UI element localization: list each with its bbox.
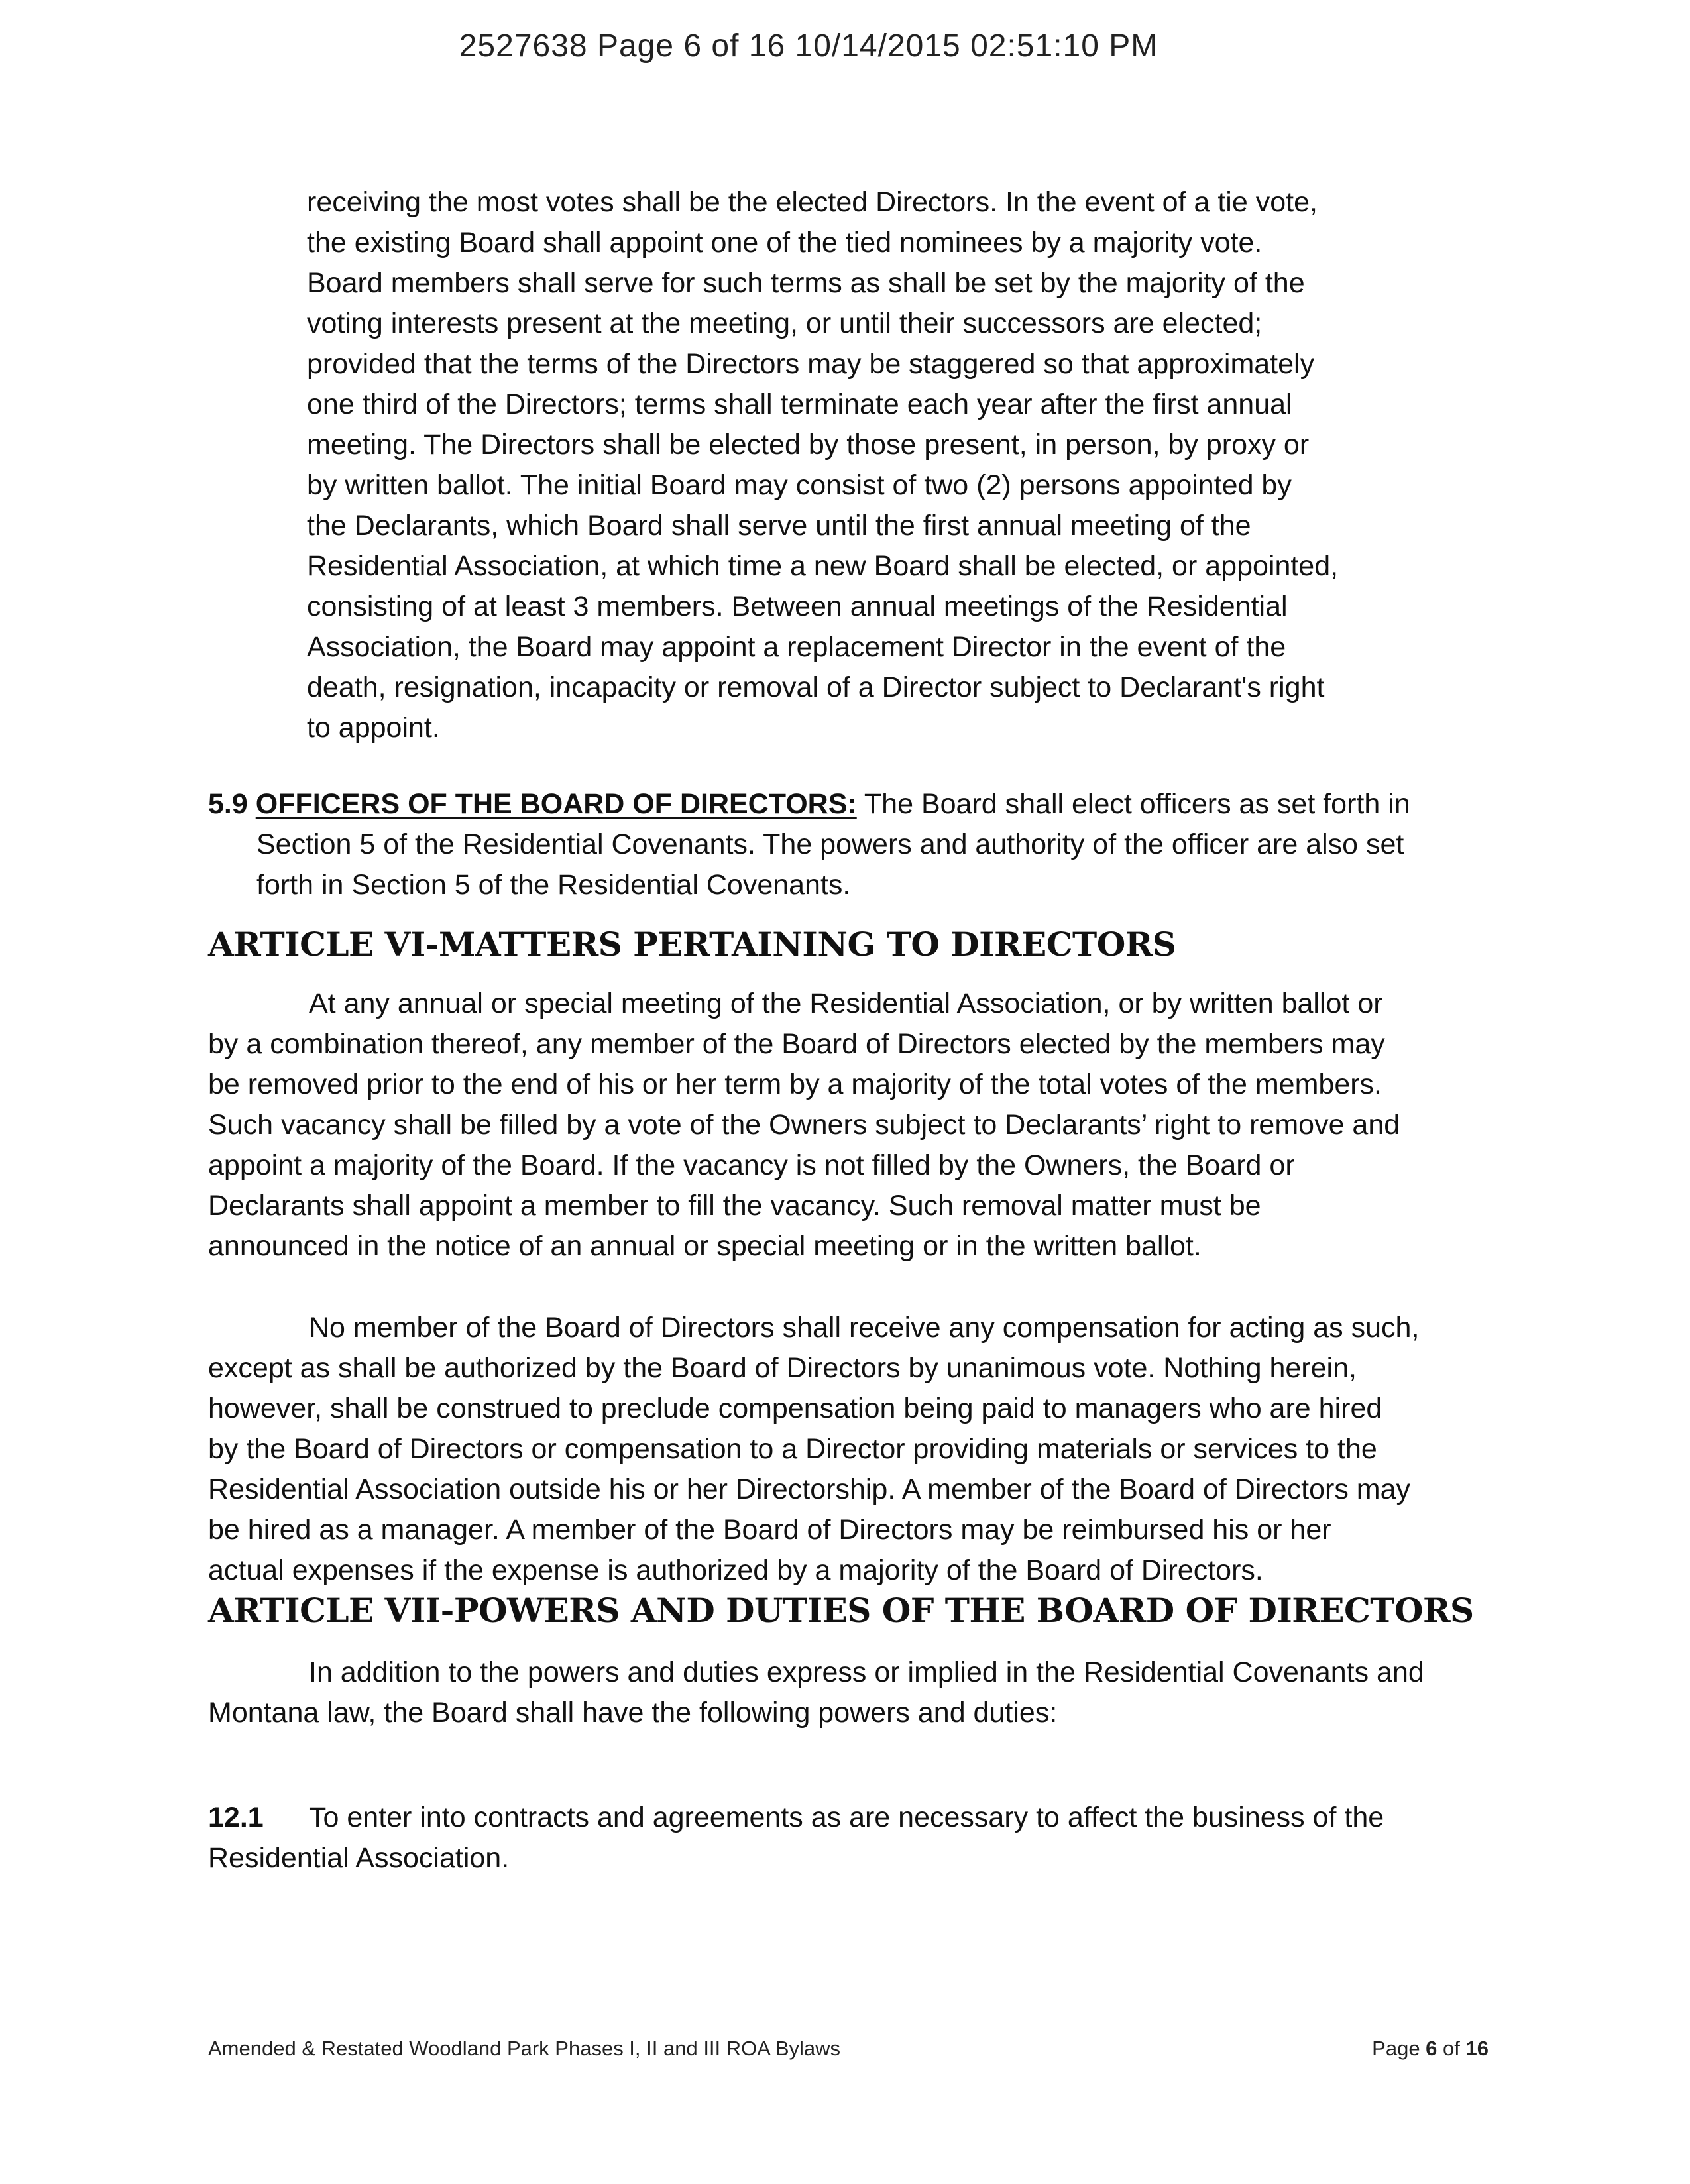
section-title: OFFICERS OF THE BOARD OF DIRECTORS: (255, 788, 857, 820)
paragraph-line: Residential Association, at which time a new Board shall be elected, or appointed, (307, 550, 1339, 582)
section-line: forth in Section 5 of the Residential Covenants. (256, 869, 851, 901)
section-text: The Board shall elect officers as set forth in (856, 788, 1410, 820)
paragraph-line: actual expenses if the expense is authorized by a majority of the Board of Directors. (208, 1554, 1263, 1586)
paragraph-line: Such vacancy shall be filled by a vote of the Owners subject to Declarants’ right to remove and (208, 1109, 1400, 1141)
section-5-9 (208, 784, 1410, 905)
paragraph-line: appoint a majority of the Board. If the vacancy is not filled by the Owners, the Board or (208, 1149, 1295, 1181)
footer-document-title: Amended & Restated Woodland Park Phases I, II and III ROA Bylaws (208, 2037, 841, 2060)
section-line: Section 5 of the Residential Covenants. The powers and authority of the officer are also set (256, 829, 1404, 860)
paragraph-line: At any annual or special meeting of the Residential Association, or by written ballot or (309, 988, 1383, 1019)
paragraph-line: by the Board of Directors or compensation to a Director providing materials or services to the (208, 1433, 1377, 1465)
article-vi-paragraph-2 (208, 1308, 1419, 1591)
article-vii-heading: ARTICLE VII-POWERS AND DUTIES OF THE BOARD OF DIRECTORS (208, 1591, 1474, 1630)
paragraph-line: consisting of at least 3 members. Between annual meetings of the Residential (307, 591, 1288, 622)
section-number: 5.9 (208, 788, 248, 820)
paragraph-line: receiving the most votes shall be the elected Directors. In the event of a tie vote, (307, 186, 1318, 218)
paragraph-line: In addition to the powers and duties express or implied in the Residential Covenants and (309, 1656, 1424, 1688)
paragraph-line: Residential Association outside his or her Directorship. A member of the Board of Directors may (208, 1473, 1410, 1505)
paragraph-line: one third of the Directors; terms shall terminate each year after the first annual (307, 388, 1292, 420)
footer-page-word: Page (1372, 2037, 1426, 2060)
paragraph-line: death, resignation, incapacity or removal of a Director subject to Declarant's right (307, 671, 1325, 703)
paragraph-line: voting interests present at the meeting, or until their successors are elected; (307, 308, 1263, 339)
item-number: 12.1 (208, 1802, 264, 1833)
paragraph-line: Declarants shall appoint a member to fill the vacancy. Such removal matter must be (208, 1190, 1261, 1222)
paragraph-line: by a combination thereof, any member of the Board of Directors elected by the members may (208, 1028, 1385, 1060)
footer-page-number (1372, 2037, 1489, 2061)
paragraph-line: to appoint. (307, 712, 440, 744)
paragraph-line: Board members shall serve for such terms as shall be set by the majority of the (307, 267, 1305, 299)
footer-current-page: 6 (1426, 2037, 1437, 2060)
footer-of-word: of (1437, 2037, 1466, 2060)
paragraph-line: be removed prior to the end of his or her term by a majority of the total votes of the members. (208, 1068, 1382, 1100)
paragraph-line: announced in the notice of an annual or special meeting or in the written ballot. (208, 1230, 1202, 1262)
article-vi-heading: ARTICLE VI-MATTERS PERTAINING TO DIRECTORS (208, 925, 1176, 964)
footer-total-pages: 16 (1465, 2037, 1489, 2060)
article-vi-paragraph-1 (208, 984, 1400, 1267)
paragraph-line: by written ballot. The initial Board may consist of two (2) persons appointed by (307, 469, 1292, 501)
paragraph-line: Montana law, the Board shall have the following powers and duties: (208, 1697, 1058, 1729)
paragraph-line: Association, the Board may appoint a replacement Director in the event of the (307, 631, 1286, 663)
item-first-line (208, 1798, 1384, 1838)
section-5-9-first-line (208, 784, 1410, 825)
item-text: To enter into contracts and agreements as are necessary to affect the business of the (309, 1802, 1384, 1833)
paragraph-line: the existing Board shall appoint one of the tied nominees by a majority vote. (307, 227, 1263, 259)
paragraph-line: the Declarants, which Board shall serve until the first annual meeting of the (307, 510, 1251, 542)
recording-stamp: 2527638 Page 6 of 16 10/14/2015 02:51:10 PM (459, 29, 1158, 64)
paragraph-line: however, shall be construed to preclude compensation being paid to managers who are hired (208, 1393, 1382, 1424)
item-line: Residential Association. (208, 1842, 510, 1874)
paragraph-line: No member of the Board of Directors shall receive any compensation for acting as such, (309, 1312, 1420, 1344)
paragraph-line: provided that the terms of the Directors may be staggered so that approximately (307, 348, 1315, 380)
article-vii-intro (208, 1652, 1424, 1733)
paragraph-line: except as shall be authorized by the Board of Directors by unanimous vote. Nothing herein, (208, 1352, 1357, 1384)
item-12-1 (208, 1798, 1384, 1878)
continued-paragraph (307, 182, 1338, 748)
paragraph-line: meeting. The Directors shall be elected by those present, in person, by proxy or (307, 429, 1310, 461)
paragraph-line: be hired as a manager. A member of the Board of Directors may be reimbursed his or her (208, 1514, 1331, 1546)
